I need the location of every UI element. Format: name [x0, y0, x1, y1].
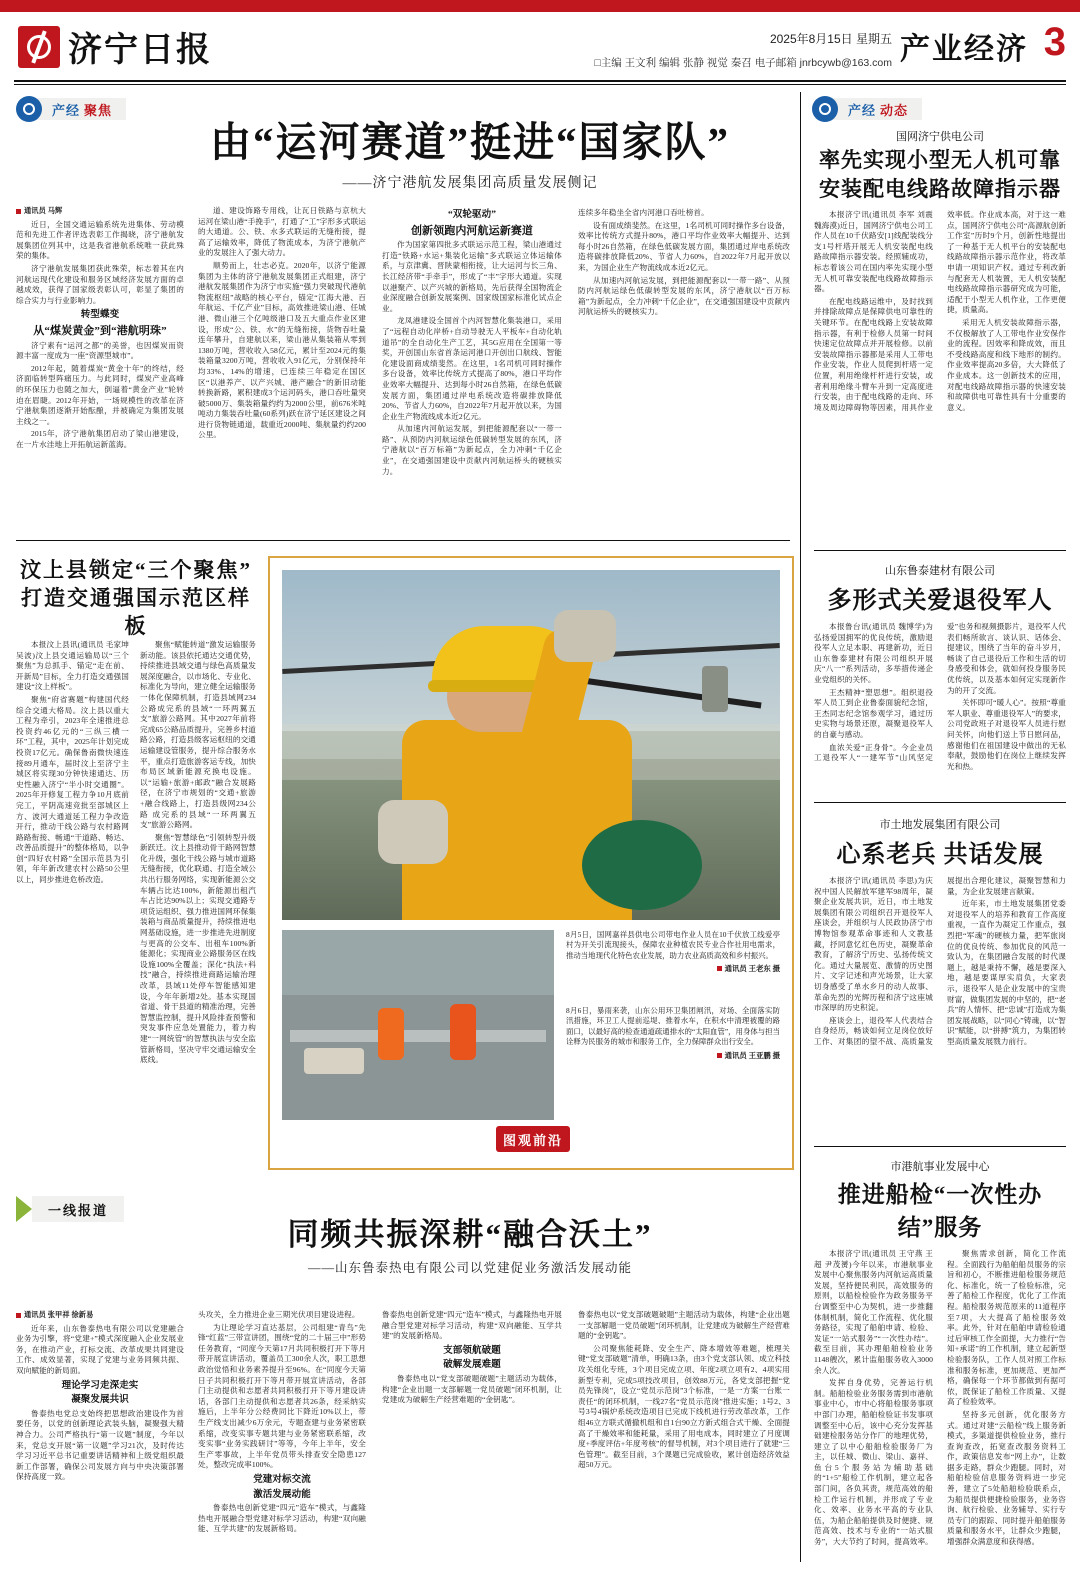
- news-badge-icon: [812, 96, 838, 122]
- wenshang-p3: 聚焦“智慧绿色”引领转型升级新跃迁。汶上县推动骨干路网智慧化升级，强化干线公路与城市道路无缝衔接，优化联通、打造全域公共出行服务网络，实现新能源公交车辆占比达100%，新能源出租汽车占比达90%以上；实现交通路专项货运组织、强力推进国网环保集装箱与商品质量提升，持续推进电网基础设施，进一步推进先进制度与更高的公交车、出租车100%新能源化；实现商业公路服务区在线设施100%全覆盖；深化“执法+科技”融合，持续推进商路运输治理改革，县域11处停车智能感知建设，今年年新增2处。基本实现国省道、骨干县道的精准治理，完善智慧监控制，提升风险排查预警和突发事件应急处置能力，着力构建“一网统管”的智慧执法与安全监管新格局，坚决守牢交通运输安全底线。: [140, 832, 256, 1065]
- right-item-3-p2: 座谈会上，退役军人代表结合自身经历，畅谈如何立足岗位放好工作、对集团的望不战、高质量发展提出合理化建议，凝聚智慧和力量，为企业发展建言献策。: [814, 876, 1066, 1046]
- right-item-2-p2: 王杰精神“塑思想”。组织退役军人员工到企业鲁泰面貌纪念馆，王杰同志纪念馆参观学习，通过历史实物与场景还原，凝聚退役军人的自豪与感动。: [814, 687, 933, 739]
- paper-name: 济宁日报: [68, 32, 212, 69]
- right-item-2: [814, 562, 1066, 772]
- frontline-col-3: [382, 1310, 562, 1408]
- lead-c3-sub2: 创新领跑内河航运新赛道: [410, 224, 534, 237]
- wenshang-col-1: [16, 640, 129, 888]
- frontline-byline: [16, 1310, 184, 1321]
- lead-c2-p2: 顺势而上，壮志必克。2020年，以济宁能源集团为主体的济宁港航发展集团正式组建，济宁港航发展集团作为济宁市实施“强力突破现代港航物流枢纽”战略的核心平台，锚定“江海大港、百年航运、千亿产业”目标，高效推进梁山港、任城港、微山港三个亿吨级港口及五大重点作业区建设，形成“公、铁、水”的无缝衔接，货物吞吐量连年攀升，自建航以来，梁山港从集装箱从零到1380万吨，营收收入58亿元，累计至2024元的集装箱量3200万吨，营收收入91亿元，分别保持年均33%、14%的增速，已连续三年稳定在国区区“以港养产、以产兴城、港产融合”的新旧动能转换新路，累积建成3个运河码头，港口吞吐量突破5000万、集装箱量约约为2000公里，前676米吨吨动力集装吞吐量(60系列)跃在济宁延区建设之间进行货物链通道，载重近2000吨、集航量约约200公里。: [198, 260, 366, 440]
- lead-c3-p1: 作为国家第四批多式联运示范工程，梁山港通过打造“铁路+水运+集装化运输”多式联运立体运输体系，与京津冀、晋陕蒙相衔接，让大运河与长三角、长江经济带“手牵手”，形成了“丰”字形大通道。实现以港聚产、以产兴城的新格局，先后获得全国物流企业深度融合创新发展案例、国家级国家标准化试点企业。: [382, 240, 562, 313]
- photo-caption-1-text: 8月5日，国网嘉祥县供电公司带电作业人员在10千伏放工线爱亭村为开关引流现接头，保障农业种植农民专业合作社用电需求，推动当地现代化特色农业发展，助力农业高质高效和乡村振兴。: [566, 930, 780, 960]
- right-item-1-p3: 采用无人机安装故障指示器，不仅极解放了人工带电作业安保作业的流程。因效率和降成效，而且不受线路高度和线下地形的制约。作业效率提高20多倍，大大降低了作业成本。这一创新技术的应用，对配电线路故障指示器的快速安装和故障供电可靠性具有十分重要的意义。: [947, 317, 1066, 412]
- wenshang-p1: 聚焦“府省赛题”构建国代经综合交通大格局。汶上县以重大工程为牵引，2023年全速推进总投资约46亿元的“三纵三横一环”工程，其中，2025年计划完成投资17亿元。确保鲁南微快速连接89月通车，届时汶上至济宁主城区将实现30分钟快速通达、历史性融入济宁“半小时交通圈”。2025年开修复工程力争10月底前完工，平阴高速竞批至部城区上方、波河大通道延工程力争改造开行，推动干线公路与农村路网路路衔接、畅通“干道路、畅达、改善品质提升”的整体格局，以争创“四好农村路”全国示范县为引领，年年新改建农村公路50公里以上，同步推进危桥改造。: [16, 694, 129, 885]
- frontline-sub3: 支部领航破题: [443, 1345, 501, 1356]
- right-item-4-p1: 本报济宁讯(通讯员 王守燕 王超 尹茂赟)今年以来，市港航事业发展中心聚焦服务内河航运高质量发展，坚持便民利民，高效服务的原则，以船检检验作为政务服务平台调整至中心为契机，进一步推翻体制机制，简化工作流程、优化服务路径，实现了船舶申请、检验、发证“一站式服务”“一次性办结”。截至目前，其办理船舶检验业务1148艘次，累计监船服务收入3000余人次。: [814, 1249, 933, 1375]
- lead-col-1: [16, 206, 184, 452]
- right-divider-2: [814, 802, 1066, 803]
- frontline-sub2b: 激活发展动能: [253, 1489, 311, 1500]
- section-title: 产业经济: [900, 33, 1028, 66]
- lead-c4-p3: 从加速内河航运发展，到把能源配套以“一带一路”、从预防内河航运绿色低碳转型发展的东风，济宁港航以“百万标箱”为新起点，全力冲刺“千亿企业”，在交通强国建设中贡献内河航运桥头的硬核实力。: [578, 275, 790, 317]
- wenshang-p2: 聚焦“赋能转道”激发运输服务新动能。该县依托通达交通优势，持续推进县域交通与绿色高质量发展深度融合，以市场化、专业化、标准化为导向，建立健全运输服务一体化保障机制，打造县域网234公路成完系的县域“一环两翼五支”旅游公路网。其中2027年前将完成65公路品质提升，完善乡村道路公路，打造县级客运枢纽的交通运输建设管服务，提升综合服务水平，重点打造旅游客运专线，加快布局区域新能源充换电设施。以“运输+旅游+邮政”融合发展路径，在济宁市规划的“交通+旅游+融合线路上，打造县级网234公路 成完系的县域“一环两翼五支”旅游公路网。: [140, 640, 256, 830]
- wenshang-byline: 本报汶上县讯(通讯员 毛家坤 吴波)汶上县交通运输局以“三个聚焦”为总抓手、锚定“走在前、开新局”目标，全力打造交通强国建设“汶上样板”。: [16, 640, 129, 692]
- photo-credit-2: 通讯员 王亚鹏 摄: [724, 1050, 780, 1060]
- caption-marker-icon: [717, 966, 722, 971]
- frontline-badge-label: 一线报道: [32, 1196, 124, 1222]
- lead-c4-p0: 连续多年稳坐全省内河港口吞吐榜首。: [578, 208, 709, 217]
- lead-col-3: [382, 206, 562, 479]
- focus-badge-pre: 产经: [52, 102, 81, 118]
- lead-c3-sub1: “双轮驱动”: [447, 210, 497, 220]
- right-divider-1: [814, 550, 1066, 551]
- lead-p5: 2015年，济宁港航集团启动了梁山港建设，在一片水洼地上开拓航运新蓝海。: [16, 429, 184, 449]
- photo-section-seal: 图观前沿: [496, 1126, 570, 1152]
- lead-p3: 济宁素有“运河之都”的美誉，也因煤炭而资源丰富一度成为一座“资源型城市”。: [16, 340, 184, 361]
- right-item-1-head1: 率先实现小型无人机可靠: [819, 148, 1061, 172]
- lead-headline: 由“运河赛道”挺进“国家队”: [210, 119, 730, 165]
- news-badge-post: 动态: [880, 102, 909, 118]
- right-item-3-head1: 心系老兵 共话发展: [836, 842, 1044, 868]
- page-number: 3: [1043, 20, 1066, 64]
- right-item-1-p1: 本报济宁讯(通讯员 李军 刘震 魏海漠)近日，国网济宁供电公司工作人员在10千伏路安[1]线配装线分支1号杆塔开展无人机安装配电线路故障指示器安装。经照辅成功，标志着该公司在国内率先实现小型无人机可靠安装配电线路故障指示器。: [814, 210, 933, 294]
- right-item-3-p1: 本报济宁讯(通讯员 李思)为庆祝中国人民解放军建军98周年，凝聚企业发展共识，近日，市土地发展集团有限公司组织召开退役军人座谈会，并组织与人民政协济宁市博物馆参观革命事迹和人文教基藏，抒同意忆红色历史，凝聚革命教育，了解济宁历史、弘扬传统文化。通过大量展览、激情的历史图片、文字记述和声光场景，让大家切身感受了单水乡月的动人故事、革命先烈的光辉历程和济宁这座城市深厚的历史积淀。: [814, 876, 933, 1013]
- frontline-sub3b: 破解发展难题: [443, 1360, 501, 1371]
- right-item-3-p3: 近年来，市土地发展集团党委对退役军人的培养和教育工作高度重视，一直作为凝定工作重点，强烈把“军魂”的硬核力量，把军旅岗位的优良传统、参加优良的风范一致认为，在集团融合发展的时代课题上，越是秉持不懈，越是要深入地，越是要谋厚实肩负，大家表示，退役军人是企业发展中的宝贵财富，做集团发展的中坚的，把“老兵”的人情怀、把“忠诚”打造成为集团发展战略，以“同心”铸魂，以“智识”赋能，以“拼搏”筑力，为集团转型高质量发展戮力前行。: [947, 899, 1066, 1046]
- masthead-rule-2: [14, 84, 1066, 85]
- photo-flood-cleanup: [282, 930, 554, 1120]
- photo2-cart: [304, 1048, 364, 1074]
- lead-p2: 济宁港航发展集团获此殊荣，标志着其在内河航运现代化建设和服务区域经济发展方面的卓越成效，获得了国家级表彰认可，彰显了集团的综合实力与行业影响力。: [16, 263, 184, 305]
- right-item-2-head1: 多形式关爱退役军人: [827, 588, 1053, 614]
- right-item-4-head1: 推进船检“一次性办结”服务: [837, 1182, 1043, 1240]
- frontline-byline-text: 通讯员 张甲祥 徐新易: [24, 1311, 94, 1319]
- byline-marker-icon: [16, 209, 21, 214]
- right-item-2-p4: 关怀即可“暖人心”。按照“尊重军人职业、尊重退役军人”的要求，公司党政班子对退役军人员进行慰问关怀，向他们送上节日慰问品，感谢他们在祖国建设中做出的无私奉献，鼓励他们在岗位上继续发挥光和热。: [947, 698, 1066, 771]
- frontline-byline-icon: [16, 1313, 21, 1318]
- photo-caption-1: [566, 930, 780, 975]
- news-badge-label: [828, 98, 922, 120]
- right-item-1-head2: 安装配电线路故障指示器: [819, 177, 1061, 201]
- photo-worker-glove: [554, 610, 616, 662]
- masthead-red-bar: [0, 0, 1080, 12]
- lead-subhead: ——济宁港航发展集团高质量发展侧记: [342, 176, 598, 191]
- frontline-headline: 同频共振深耕“融合沃土”: [287, 1217, 653, 1252]
- frontline-subhead: ——山东鲁泰热电有限公司以党建促业务激活发展动能: [307, 1261, 632, 1275]
- frontline-col-1: [16, 1310, 184, 1485]
- section-badge-focus: [16, 96, 126, 122]
- right-item-2-p3: 血浓关爱“正身骨”。今企业员工退役军人“一建军节”山风坚定爱”也务和视频摄影片，退役军人代表们畅所欲言、谈认识、话体会、提建议，围绕了当年的奋斗岁月，畅谈了自己退役后工作和生活的切身感受和体会，就如何投身服务民优传统，以及基本如何定实现新作为的开了交流。: [814, 622, 1066, 763]
- photo2-sky: [282, 930, 554, 995]
- frontline-p1: 鲁泰热电党总支始终把思想政治建设作为首要任务，以党的创新理论武装头脑，凝聚强大精神合力。公司严格执行“第一议题”制度，今年以来，党总支开展“第一议题”学习21次，及时传达学习习近平总书记重要讲话精神和上级党组织最新工作部署，确保公司发展方向与中央决策部署保持高度一致。: [16, 1408, 184, 1482]
- lead-article-header: [150, 118, 790, 192]
- right-item-2-body: [814, 622, 1066, 772]
- photo-credit-1: 通讯员 王老东 摄: [724, 964, 780, 974]
- right-item-4-p4: 坚持多元创新，优化服务方式。通过对建“云船检”线上服务新模式，多渠道提供检验业务，推行查询查改，拓宽查改服务资料工作，政策信息发布“网上办”，让数据多走路，群众少跑腿。同时，对船舶检验信息服务资料进一步完善，建立了5处船舶检验联系点，为船员提供便捷检验服务，业务咨询、航行检验、业务辅导、实行专员专门的跟踪、同时提升船舶服务质量和服务水平，让群众少跑腿，增强群众满意度和获得感。: [947, 1409, 1066, 1547]
- frontline-col-4: [578, 1310, 790, 1473]
- lead-byline: [16, 206, 184, 217]
- right-item-4-body: [814, 1249, 1066, 1550]
- focus-badge-icon: [16, 96, 42, 122]
- photo2-worker-1: [378, 1008, 404, 1060]
- lead-p4: 2012年起，随着煤炭“黄金十年”的终结，经济面临转型阵痛压力。与此同时，煤炭产业高峰的环保压力也随之加大，倒逼着“黄金产业”轮转迫在眉睫。2012年开始，一场规模性的改革在济宁港航集团逐渐开始酝酿，并被确定为集团发展主线之一。: [16, 363, 184, 426]
- frontline-col-2: [198, 1310, 366, 1537]
- frontline-badge: [16, 1196, 124, 1222]
- frontline-intro: 近年来，山东鲁泰热电有限公司以党建融合业务为引擎，将“党建+”模式深度融入企业发展业务，在推动产业，打标交流、改革成果共同建设工作、成效显著，实现了党建与业务同频共振、双向赋能的新局面。: [16, 1323, 184, 1375]
- frontline-p2: 头攻关，全力推进企业三期光伏项目建设进程。: [198, 1310, 360, 1319]
- lead-col-2: [198, 206, 366, 443]
- right-item-3-body: [814, 876, 1066, 1049]
- lead-bottom-rule: [16, 540, 790, 541]
- photo-worker-glove-2: [378, 800, 448, 864]
- frontline-p4: 鲁泰热电创新党建“四元”造车”模式，与鑫隆热电开展融合型党建对标学习活动，构建“双向融能、互学共建”的发展新格局。: [198, 1503, 366, 1534]
- lead-c3-p2: 龙凤港建设全国首个内河智慧化集装港口，采用了“远程自动化岸桥+自动导驶无人平板车+自动化轨道吊”的全自动化生产工艺，其5G应用在全国第一等奖，开创国山东省首条运河港口开创出口航线、智能化建设面商成绩斐然。在这里，1名司机可同时操作多台设备，效率比传统方式提高了80%，港口平均作业效率大幅提升、达到每小时26自然箱，在绿色低碳发展方面，集团通过岸电系统改造将碳排放降低20%、节省人力60%，自2022年7月起开放以来，为国企业生产物流线成本近2亿元。: [382, 316, 562, 421]
- frontline-p3: 为让理论学习直达基层，公司组建“青鸟”先锋“红蓝”三带宣讲团，围绕“党的二十届三中”形势任务教育，“同度今天第17月共同积极打开下等月带开展宣讲活动，覆盖员工300余人次，职工思想政治觉悟和业务素养提升至96%。在“同度今天第日子共同积极打开下等月带开展宣讲活动，各部门主动提供和志愿者共同积极打开下等月建设讲话，各部门主动提供和志愿者共26条，经采纳实施后，上半年分公经费同比下降近10%以上，带生产线支出减少6万余元，专题查建与业务紧密联系缩，改变实事专题共建与业务紧密联系缩，改变实事“业务实践研讨”等等，今年上半年，安全生产零事故，上半年党员带头排查安全隐患127处，整改完成率100%。: [198, 1322, 366, 1470]
- frontline-p8: 公司聚焦能耗降、安全生产、降本增效等难题，梳理关键“党支部破题”清单，明确13条，由3个党支部认领、成立科技攻关组化专班，3个项目完成立项、年度2项立项有2、4项实用新型专利，完成5项技改项目，创效88万元，各党支部把握“党员先锋岗”，设立“党员示范岗”3个标准，一是一方案一台账一责任“的闭环机制，一线27名“党员示范岗”推进实施；1号2、3号3号4锅炉系统改造项目已完成下线机进行劳改革改革，工作组46立方联式循撤机组和自1台90立方新式组合式干燥、全面提高了干燥效率和能耗量，采用了用电成本，同时建立了月度调度+季度评估+年度考核”的督导机制，对3个项目进行了就建“三色管理”。截至目前，3个课题已完成验收，累计创造经济效益超50万元。: [578, 1343, 790, 1470]
- issue-date: 2025年8月15日 星期五: [769, 32, 892, 46]
- lead-sub1b: 从“煤炭黄金”到“港航明珠”: [33, 324, 167, 337]
- wenshang-head2: 打造交通强国示范区样板: [21, 586, 251, 638]
- frontline-badge-icon: [16, 1196, 32, 1222]
- photo-hose: [582, 820, 702, 910]
- right-item-1-body: [814, 210, 1066, 414]
- paper-logo: [18, 22, 212, 71]
- right-item-4-p3: 聚焦需求创新，简化工作流程。全面践行为船舶船员服务的宗旨和初心，不断推进船检服务规范化、标准化，统一了检验标准，完善了船检工作程度，优化了工作流程。船检服务规范原来的11道程序至7项，大大提高了船检服务效率。此外，针对在船舶申请检验通过后审核工作全面提，大力推行“告知+承诺”的工作机制，建立起新型检验服务队，工作人员对照工作标准和服务标准，更加规范、更加严格，确保每一个环节都做到有据可依，既保证了船检工作质量、又提高了检验效率。: [947, 1249, 1066, 1407]
- lead-c3-p3: 从加速内河航运发展，到把能源配套以“一带一路”、从预防内河航运绿色低碳转型发展的东风，济宁港航以“百万标箱”为新起点，全力冲刺“千亿企业”，在交通强国建设中贡献内河航运桥头的硬核实力。: [382, 424, 562, 476]
- lead-c2-p1: 道、建设饰路专用线，让瓦日铁路与京杭大运河在梁山港“手挽手”，打通了“工”字形多式联运的大通道。公、铁、水多式联运的无缝衔接，提高了运输效率，降低了物流成本，为济宁港航产业的发展注入了强大动力。: [198, 206, 366, 258]
- photo-caption-2-text: 8月6日，暴雨来袭，山东公用环卫集团闸汛，对场、全面落实防汛措施，环卫工人提前巡堤、推着水车，在积水中清理被覆的路面口，以最好高的检查通道疏通排水的“太阳血管”，用身体与担当诠释为民服务的城市和服务工作，全力保障群众出行安全。: [566, 1006, 780, 1047]
- right-item-4: [814, 1158, 1066, 1550]
- photo-caption-2: [566, 1006, 780, 1061]
- column-divider: [800, 92, 801, 1562]
- frontline-sub2: 党建对标交流: [253, 1474, 311, 1485]
- right-item-3-org: 市土地发展集团有限公司: [879, 819, 1001, 831]
- photo-powerline-worker: [282, 570, 780, 920]
- right-item-4-p2: 发挥自身优势，完善运行机制。船舶检验业务服务需到市港航事业中心，市中心将船检服务事项中部门办理，船舶检验证书发事项调整至中心后，该中心充分发挥基础建检服务站分作厂的地理优势，建立了以中心船舶检验服务厂为主，以任城、微山、梁山、嘉祥、鱼台5个服务站为辅助基础的“1+5”船检工作机制，建立起各部门间，各负其责，规范高效的船检工作运行机制，并形成了专业化、效率、业务水平高的专业队伍，为船企船舶提供及时便捷、规范高效、技术与专业的“一站式服务”，大大节约了时间，提高效率。: [814, 1378, 933, 1547]
- lead-c4-p2: 设有面成绩斐然。在这里，1名司机可同时操作多台设备，效率比传统方式提升80%，港口平均作业效率大幅提升、达到每小时26自然箱，在绿色低碳发展方面，集团通过岸电系统改造将碳排放降低20%、节省人力60%，自2022年7月起开放以来，为国企业生产物流线成本近2亿元。: [578, 220, 790, 272]
- right-item-3: [814, 816, 1066, 1049]
- focus-badge-post: 聚焦: [84, 102, 113, 118]
- frontline-p5: 鲁泰热电创新党建“四元”造车”模式，与鑫隆热电开展融合型党建对标学习活动，构建“双向融能、互学共建”的发展新格局。: [382, 1310, 562, 1341]
- photo-feature-box: [268, 556, 794, 1170]
- lead-sub1: 转型蝶变: [80, 310, 120, 321]
- frontline-p6: 鲁泰热电以“党支部破题破题”主题活动为载体，构建“企业出题一支部解题一党员破题”闭环机制，让党建成为破解生产经营难题的“金钥匙”。: [382, 1373, 562, 1405]
- lead-byline-text: 通讯员 马辉: [24, 207, 63, 215]
- wenshang-article: [16, 556, 256, 640]
- right-divider-3: [814, 1146, 1066, 1147]
- wenshang-head1: 汶上县锁定“三个聚焦”: [20, 558, 252, 582]
- frontline-sub1: 理论学习走深走实: [61, 1380, 139, 1391]
- right-item-4-org: 市港航事业发展中心: [890, 1161, 990, 1173]
- right-item-1-org: 国网济宁供电公司: [896, 131, 984, 143]
- masthead-rule: [14, 80, 1066, 82]
- news-badge-pre: 产经: [848, 102, 877, 118]
- section-badge-news: [812, 96, 922, 122]
- photo-insulator: [702, 666, 728, 712]
- focus-badge-label: [32, 98, 126, 120]
- right-item-2-org: 山东鲁泰建材有限公司: [885, 565, 995, 577]
- masthead: [0, 0, 1080, 82]
- photo2-curb: [290, 1030, 546, 1042]
- lead-p1: 近日，全国交通运输系统先进集体、劳动模范和先进工作者评选表彰工作揭晓，济宁港航发展集团位列其中，这是我省港航系统唯一获此殊荣的集体。: [16, 219, 184, 261]
- paper-logo-icon: [18, 26, 60, 68]
- right-item-2-p1: 本报鲁台讯(通讯员 魏博学)为弘扬爱国拥军的优良传统，激励退役军人立足本职、再建新功，近日山东鲁泰建材有限公司组织开展庆“八一”系列活动，多举措传递企业党组织的关怀。: [814, 622, 933, 684]
- frontline-header: [150, 1216, 790, 1276]
- frontline-sub1b: 凝聚发展共识: [71, 1395, 129, 1406]
- frontline-p7: 鲁泰热电以“党支部破题破题”主题活动为载体，构建“企业出题一支部解题一党员破题”闭环机制，让党建成为破解生产经营难题的“金钥匙”。: [578, 1310, 790, 1341]
- caption-marker-2-icon: [717, 1053, 722, 1058]
- wenshang-col-2: [140, 640, 256, 1068]
- masthead-meta: [594, 30, 892, 70]
- lead-col-4: [578, 206, 790, 320]
- photo2-worker-2: [450, 1004, 476, 1060]
- right-item-1-p2: 在配电线路运维中，及时找到并排除故障点是保障供电可靠性的关键环节。在配电线路上安装故障指示器，有利于检修人员第一时间快速定位故障点并开展检修。以前安装故障指示器都是采用人工带电作业安装，作业人员爬到杆塔一定位置，利用绝缘杆杆进行安装，或者利用绝缘斗臂车升到一定高度进行安装，由于配电线路的走向、环境及周边障碍物等因素，用具作业效率低。作业成本高，对于这一难点，国网济宁供电公司“高源航创新工作室”历时9个月，创新性地提出了一种基于无人机平台的安装配电线路故障指示器示范作业，将改革申请一项知识产权。通过专利改新与配套无人机装置，无人机安装配电线路故障指示器研究成为可能，适配于小型无人机作业，工作更便捷，质量高。: [814, 210, 1066, 412]
- editors-line: □主编 王文利 编辑 张静 视觉 秦召 电子邮箱 jnrbcywb@163.com: [594, 57, 892, 69]
- right-item-1: [814, 128, 1066, 414]
